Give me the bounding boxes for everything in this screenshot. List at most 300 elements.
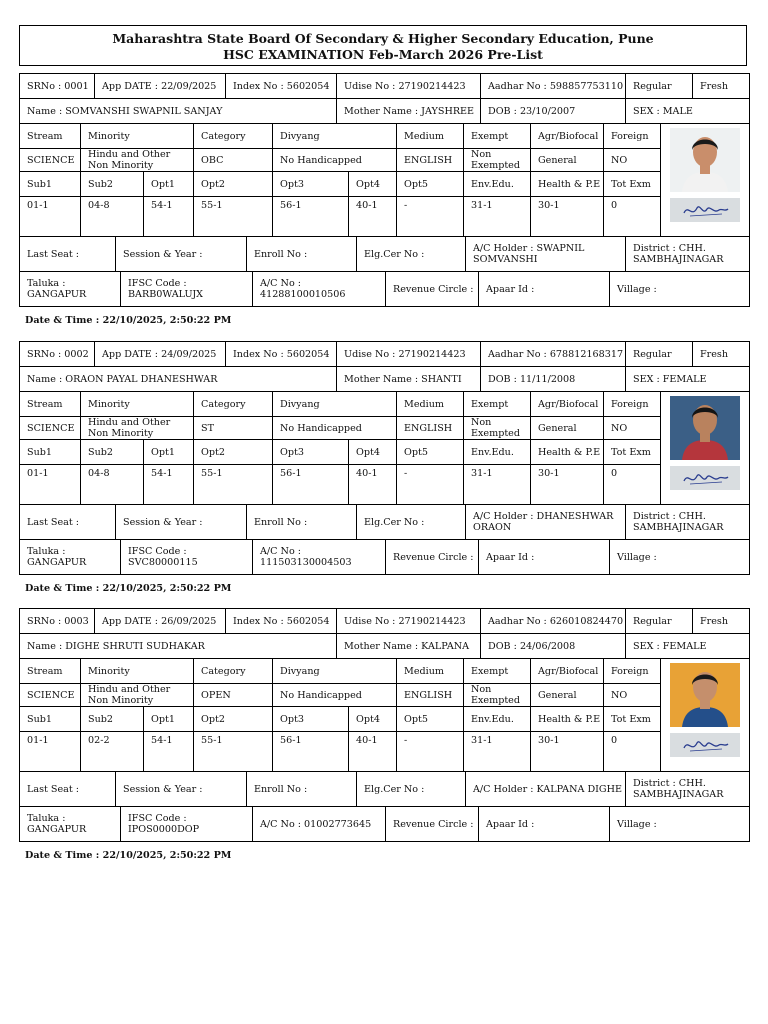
cell-session: [115, 236, 247, 272]
cell-opt4: [348, 464, 397, 505]
cell-fresh: [692, 73, 750, 99]
cell-text: Taluka : GANGAPUR: [27, 813, 87, 835]
cell-text: Non Exempted: [471, 417, 521, 439]
cell-text: -: [404, 468, 408, 479]
cell-text: Aadhar No : 626010824470: [488, 615, 624, 627]
cell-text: 56-1: [280, 200, 302, 211]
cell-udise: [336, 73, 481, 99]
cell-text: A/C Holder : DHANESHWAR ORAON: [473, 511, 614, 533]
cell-text: Session & Year :: [123, 783, 203, 795]
cell-text: A/C Holder : SWAPNIL SOMVANSHI: [473, 243, 585, 265]
student-record: [19, 73, 749, 326]
cell-divyang: [272, 416, 397, 440]
cell-text: -: [404, 735, 408, 746]
cell-district: [625, 236, 750, 272]
cell-h-category: [193, 658, 273, 684]
cell-text: SRNo : 0001: [27, 80, 89, 92]
cell-text: Opt3: [280, 713, 304, 725]
cell-text: Mother Name : SHANTI: [344, 373, 462, 385]
cell-text: SRNo : 0003: [27, 615, 89, 627]
cell-text: Opt2: [201, 178, 225, 190]
cell-text: Opt2: [201, 713, 225, 725]
cell-text: SEX : MALE: [633, 105, 693, 117]
cell-text: Udise No : 27190214423: [344, 348, 466, 360]
cell-h-opt1: [143, 439, 194, 465]
cell-elg: [356, 236, 466, 272]
cell-text: Mother Name : JAYSHREE: [344, 105, 475, 117]
cell-text: Regular: [633, 348, 672, 360]
cell-text: Opt4: [356, 713, 380, 725]
cell-h-totexm: [603, 706, 661, 732]
cell-dob: [480, 633, 626, 659]
cell-exempt: [463, 683, 531, 707]
cell-text: App DATE : 24/09/2025: [102, 348, 217, 360]
cell-text: Sub1: [27, 178, 52, 190]
cell-h-sub2: [80, 439, 144, 465]
cell-srno: [19, 73, 95, 99]
cell-text: 30-1: [538, 468, 560, 479]
cell-env: [463, 196, 531, 237]
cell-regular: [625, 73, 693, 99]
cell-health: [530, 464, 604, 505]
cell-text: SCIENCE: [27, 422, 75, 434]
cell-text: SCIENCE: [27, 689, 75, 701]
cell-h-category: [193, 391, 273, 417]
cell-h-opt2: [193, 439, 273, 465]
cell-text: Minority: [88, 398, 130, 410]
cell-text: Apaar Id :: [486, 283, 535, 295]
cell-district: [625, 771, 750, 807]
cell-text: 54-1: [151, 468, 173, 479]
cell-text: Opt3: [280, 446, 304, 458]
cell-text: Minority: [88, 130, 130, 142]
student-signature: [670, 733, 740, 757]
cell-text: Sub2: [88, 446, 113, 458]
cell-text: Env.Edu.: [471, 178, 514, 190]
cell-text: 56-1: [280, 468, 302, 479]
cell-text: ENGLISH: [404, 154, 453, 166]
cell-name: [19, 366, 337, 392]
cell-h-opt4: [348, 439, 397, 465]
cell-opt3: [272, 196, 349, 237]
cell-health: [530, 731, 604, 772]
cell-text: SRNo : 0002: [27, 348, 89, 360]
cell-text: Opt2: [201, 446, 225, 458]
cell-text: Opt4: [356, 178, 380, 190]
cell-text: Health & P.E: [538, 178, 601, 190]
cell-text: 56-1: [280, 735, 302, 746]
document-header: [19, 25, 747, 66]
board-title: Maharashtra State Board Of Secondary & Higher Secondary Education, Pune: [112, 31, 654, 46]
cell-stream: [19, 416, 81, 440]
cell-text: No Handicapped: [280, 154, 362, 166]
cell-last-seat: [19, 771, 116, 807]
cell-text: A/C No : 01002773645: [260, 818, 372, 830]
cell-totexm: [603, 731, 661, 772]
cell-h-opt1: [143, 706, 194, 732]
cell-text: Stream: [27, 665, 63, 677]
cell-text: Stream: [27, 398, 63, 410]
cell-exempt: [463, 416, 531, 440]
cell-opt1: [143, 731, 194, 772]
cell-foreign: [603, 148, 661, 172]
cell-text: Last Seat :: [27, 248, 80, 260]
date-time-stamp: Date & Time : 22/10/2025, 2:50:22 PM: [25, 850, 232, 861]
cell-h-opt2: [193, 171, 273, 197]
cell-text: Agr/Biofocal: [538, 130, 599, 142]
cell-text: 01-1: [27, 468, 49, 479]
cell-revenue: [385, 271, 479, 307]
cell-h-opt4: [348, 706, 397, 732]
cell-sub1: [19, 464, 81, 505]
cell-text: Hindu and Other Non Minority: [88, 417, 171, 439]
cell-text: DOB : 24/06/2008: [488, 640, 576, 652]
cell-h-health: [530, 706, 604, 732]
cell-app-date: [94, 341, 226, 367]
cell-name: [19, 633, 337, 659]
cell-h-opt4: [348, 171, 397, 197]
cell-index-no: [225, 608, 337, 634]
cell-h-medium: [396, 658, 464, 684]
cell-sub1: [19, 731, 81, 772]
cell-text: Index No : 5602054: [233, 348, 330, 360]
cell-text: Divyang: [280, 130, 320, 142]
cell-app-date: [94, 73, 226, 99]
cell-medium: [396, 148, 464, 172]
record-grid: [19, 341, 749, 574]
cell-text: Fresh: [700, 348, 729, 360]
cell-text: SEX : FEMALE: [633, 373, 707, 385]
cell-index-no: [225, 341, 337, 367]
cell-text: Health & P.E: [538, 713, 601, 725]
cell-apaar: [478, 806, 610, 842]
cell-text: No Handicapped: [280, 422, 362, 434]
cell-village: [609, 806, 750, 842]
cell-text: Udise No : 27190214423: [344, 615, 466, 627]
cell-text: Exempt: [471, 398, 509, 410]
cell-aadhar: [480, 341, 626, 367]
cell-h-divyang: [272, 658, 397, 684]
cell-text: 0: [611, 200, 618, 211]
cell-h-sub1: [19, 706, 81, 732]
cell-text: Non Exempted: [471, 684, 521, 706]
cell-text: Aadhar No : 678812168317: [488, 348, 624, 360]
cell-text: DOB : 23/10/2007: [488, 105, 576, 117]
cell-text: Tot Exm: [611, 446, 651, 458]
cell-text: Revenue Circle :: [393, 283, 474, 295]
cell-udise: [336, 341, 481, 367]
cell-fresh: [692, 341, 750, 367]
cell-text: IFSC Code : IPOS0000DOP: [128, 813, 200, 835]
cell-last-seat: [19, 504, 116, 540]
cell-text: 55-1: [201, 735, 223, 746]
cell-taluka: [19, 271, 121, 307]
cell-text: 55-1: [201, 200, 223, 211]
cell-text: Opt3: [280, 178, 304, 190]
cell-text: Enroll No :: [254, 516, 308, 528]
cell-text: Index No : 5602054: [233, 80, 330, 92]
cell-text: Opt4: [356, 446, 380, 458]
cell-text: Last Seat :: [27, 783, 80, 795]
cell-holder: [465, 504, 626, 540]
cell-text: Opt1: [151, 713, 175, 725]
cell-text: 30-1: [538, 735, 560, 746]
cell-sub2: [80, 731, 144, 772]
cell-text: ST: [201, 422, 214, 434]
cell-category: [193, 148, 273, 172]
cell-text: Revenue Circle :: [393, 818, 474, 830]
cell-text: Category: [201, 398, 246, 410]
cell-apaar: [478, 539, 610, 575]
cell-mother: [336, 98, 481, 124]
cell-h-sub1: [19, 439, 81, 465]
cell-text: 40-1: [356, 468, 378, 479]
cell-text: OPEN: [201, 689, 231, 701]
cell-text: Opt1: [151, 446, 175, 458]
cell-taluka: [19, 539, 121, 575]
cell-ifsc: [120, 539, 253, 575]
cell-text: Enroll No :: [254, 783, 308, 795]
cell-name: [19, 98, 337, 124]
cell-text: No Handicapped: [280, 689, 362, 701]
exam-title: HSC EXAMINATION Feb-March 2026 Pre-List: [223, 47, 543, 62]
student-record: [19, 608, 749, 861]
cell-text: -: [404, 200, 408, 211]
cell-h-minority: [80, 391, 194, 417]
cell-text: Health & P.E: [538, 446, 601, 458]
cell-session: [115, 504, 247, 540]
cell-h-medium: [396, 391, 464, 417]
cell-aadhar: [480, 608, 626, 634]
cell-dob: [480, 98, 626, 124]
cell-h-env: [463, 706, 531, 732]
cell-acno: [252, 806, 386, 842]
student-photo: [670, 663, 740, 727]
cell-text: 31-1: [471, 468, 493, 479]
cell-aadhar: [480, 73, 626, 99]
cell-text: Village :: [617, 283, 657, 295]
cell-text: Foreign: [611, 398, 649, 410]
cell-opt5: [396, 196, 464, 237]
cell-text: Opt1: [151, 178, 175, 190]
cell-text: Name : DIGHE SHRUTI SUDHAKAR: [27, 640, 205, 652]
cell-text: NO: [611, 689, 628, 701]
cell-text: Fresh: [700, 615, 729, 627]
photo-signature-cell: [660, 123, 750, 237]
cell-text: 54-1: [151, 735, 173, 746]
cell-text: Exempt: [471, 665, 509, 677]
cell-text: Agr/Biofocal: [538, 665, 599, 677]
cell-text: District : CHH. SAMBHAJINAGAR: [633, 511, 724, 533]
cell-acno: [252, 271, 386, 307]
cell-revenue: [385, 539, 479, 575]
cell-text: Category: [201, 665, 246, 677]
cell-text: IFSC Code : SVC80000115: [128, 546, 198, 568]
cell-sex: [625, 366, 750, 392]
cell-text: OBC: [201, 154, 224, 166]
cell-text: Sub2: [88, 178, 113, 190]
cell-text: Env.Edu.: [471, 713, 514, 725]
cell-text: Env.Edu.: [471, 446, 514, 458]
cell-text: Tot Exm: [611, 713, 651, 725]
cell-text: 01-1: [27, 735, 49, 746]
cell-udise: [336, 608, 481, 634]
cell-holder: [465, 771, 626, 807]
cell-h-minority: [80, 123, 194, 149]
cell-h-opt3: [272, 439, 349, 465]
cell-text: IFSC Code : BARB0WALUJX: [128, 278, 204, 300]
cell-sub2: [80, 196, 144, 237]
cell-text: Village :: [617, 818, 657, 830]
cell-agr: [530, 683, 604, 707]
cell-district: [625, 504, 750, 540]
cell-text: Medium: [404, 398, 444, 410]
cell-enroll: [246, 236, 357, 272]
cell-text: Mother Name : KALPANA: [344, 640, 470, 652]
cell-h-sub1: [19, 171, 81, 197]
cell-opt4: [348, 731, 397, 772]
cell-text: 54-1: [151, 200, 173, 211]
cell-text: Udise No : 27190214423: [344, 80, 466, 92]
cell-text: Session & Year :: [123, 248, 203, 260]
cell-h-category: [193, 123, 273, 149]
cell-text: Apaar Id :: [486, 818, 535, 830]
cell-opt5: [396, 464, 464, 505]
cell-elg: [356, 504, 466, 540]
cell-foreign: [603, 683, 661, 707]
cell-srno: [19, 608, 95, 634]
cell-text: Hindu and Other Non Minority: [88, 684, 171, 706]
cell-dob: [480, 366, 626, 392]
cell-text: App DATE : 22/09/2025: [102, 80, 217, 92]
cell-text: Sub2: [88, 713, 113, 725]
cell-taluka: [19, 806, 121, 842]
cell-opt1: [143, 196, 194, 237]
cell-text: Sub1: [27, 713, 52, 725]
cell-h-divyang: [272, 391, 397, 417]
cell-h-stream: [19, 658, 81, 684]
cell-revenue: [385, 806, 479, 842]
cell-text: ENGLISH: [404, 422, 453, 434]
cell-text: Elg.Cer No :: [364, 516, 425, 528]
cell-regular: [625, 608, 693, 634]
cell-h-foreign: [603, 391, 661, 417]
cell-minority: [80, 683, 194, 707]
cell-text: District : CHH. SAMBHAJINAGAR: [633, 778, 724, 800]
cell-text: 04-8: [88, 468, 110, 479]
cell-mother: [336, 366, 481, 392]
cell-minority: [80, 148, 194, 172]
cell-h-opt5: [396, 706, 464, 732]
cell-text: 04-8: [88, 200, 110, 211]
cell-h-divyang: [272, 123, 397, 149]
cell-acno: [252, 539, 386, 575]
cell-sex: [625, 633, 750, 659]
cell-foreign: [603, 416, 661, 440]
cell-text: Medium: [404, 665, 444, 677]
cell-text: SCIENCE: [27, 154, 75, 166]
cell-text: Stream: [27, 130, 63, 142]
cell-mother: [336, 633, 481, 659]
cell-env: [463, 464, 531, 505]
cell-h-sub2: [80, 706, 144, 732]
cell-text: 30-1: [538, 200, 560, 211]
cell-category: [193, 683, 273, 707]
cell-medium: [396, 683, 464, 707]
cell-h-medium: [396, 123, 464, 149]
cell-text: 0: [611, 468, 618, 479]
cell-text: Name : ORAON PAYAL DHANESHWAR: [27, 373, 218, 385]
cell-text: Session & Year :: [123, 516, 203, 528]
cell-last-seat: [19, 236, 116, 272]
cell-text: A/C No : 111503130004503: [260, 546, 352, 568]
cell-h-opt2: [193, 706, 273, 732]
cell-text: ENGLISH: [404, 689, 453, 701]
cell-exempt: [463, 148, 531, 172]
cell-sub2: [80, 464, 144, 505]
cell-text: Elg.Cer No :: [364, 248, 425, 260]
cell-h-totexm: [603, 439, 661, 465]
cell-divyang: [272, 148, 397, 172]
cell-text: General: [538, 689, 577, 701]
cell-text: Medium: [404, 130, 444, 142]
cell-text: Sub1: [27, 446, 52, 458]
student-record: [19, 341, 749, 594]
cell-text: Foreign: [611, 130, 649, 142]
cell-text: Index No : 5602054: [233, 615, 330, 627]
cell-h-exempt: [463, 123, 531, 149]
cell-text: 55-1: [201, 468, 223, 479]
cell-sex: [625, 98, 750, 124]
cell-text: Tot Exm: [611, 178, 651, 190]
cell-text: Last Seat :: [27, 516, 80, 528]
cell-holder: [465, 236, 626, 272]
cell-h-exempt: [463, 391, 531, 417]
cell-app-date: [94, 608, 226, 634]
cell-text: Aadhar No : 598857753110: [488, 80, 624, 92]
cell-text: Divyang: [280, 398, 320, 410]
cell-text: 31-1: [471, 200, 493, 211]
student-signature: [670, 198, 740, 222]
cell-opt1: [143, 464, 194, 505]
cell-minority: [80, 416, 194, 440]
cell-h-minority: [80, 658, 194, 684]
cell-text: A/C No : 41288100010506: [260, 278, 346, 300]
cell-regular: [625, 341, 693, 367]
cell-apaar: [478, 271, 610, 307]
cell-ifsc: [120, 806, 253, 842]
photo-signature-cell: [660, 391, 750, 505]
cell-opt3: [272, 464, 349, 505]
cell-text: Category: [201, 130, 246, 142]
cell-text: Opt5: [404, 446, 428, 458]
cell-divyang: [272, 683, 397, 707]
cell-enroll: [246, 504, 357, 540]
cell-fresh: [692, 608, 750, 634]
cell-text: Taluka : GANGAPUR: [27, 546, 87, 568]
cell-text: Regular: [633, 80, 672, 92]
cell-category: [193, 416, 273, 440]
cell-village: [609, 271, 750, 307]
cell-h-agr: [530, 123, 604, 149]
record-grid: [19, 608, 749, 841]
cell-h-health: [530, 439, 604, 465]
cell-text: Apaar Id :: [486, 551, 535, 563]
cell-h-opt3: [272, 171, 349, 197]
cell-ifsc: [120, 271, 253, 307]
cell-text: NO: [611, 422, 628, 434]
cell-h-env: [463, 439, 531, 465]
